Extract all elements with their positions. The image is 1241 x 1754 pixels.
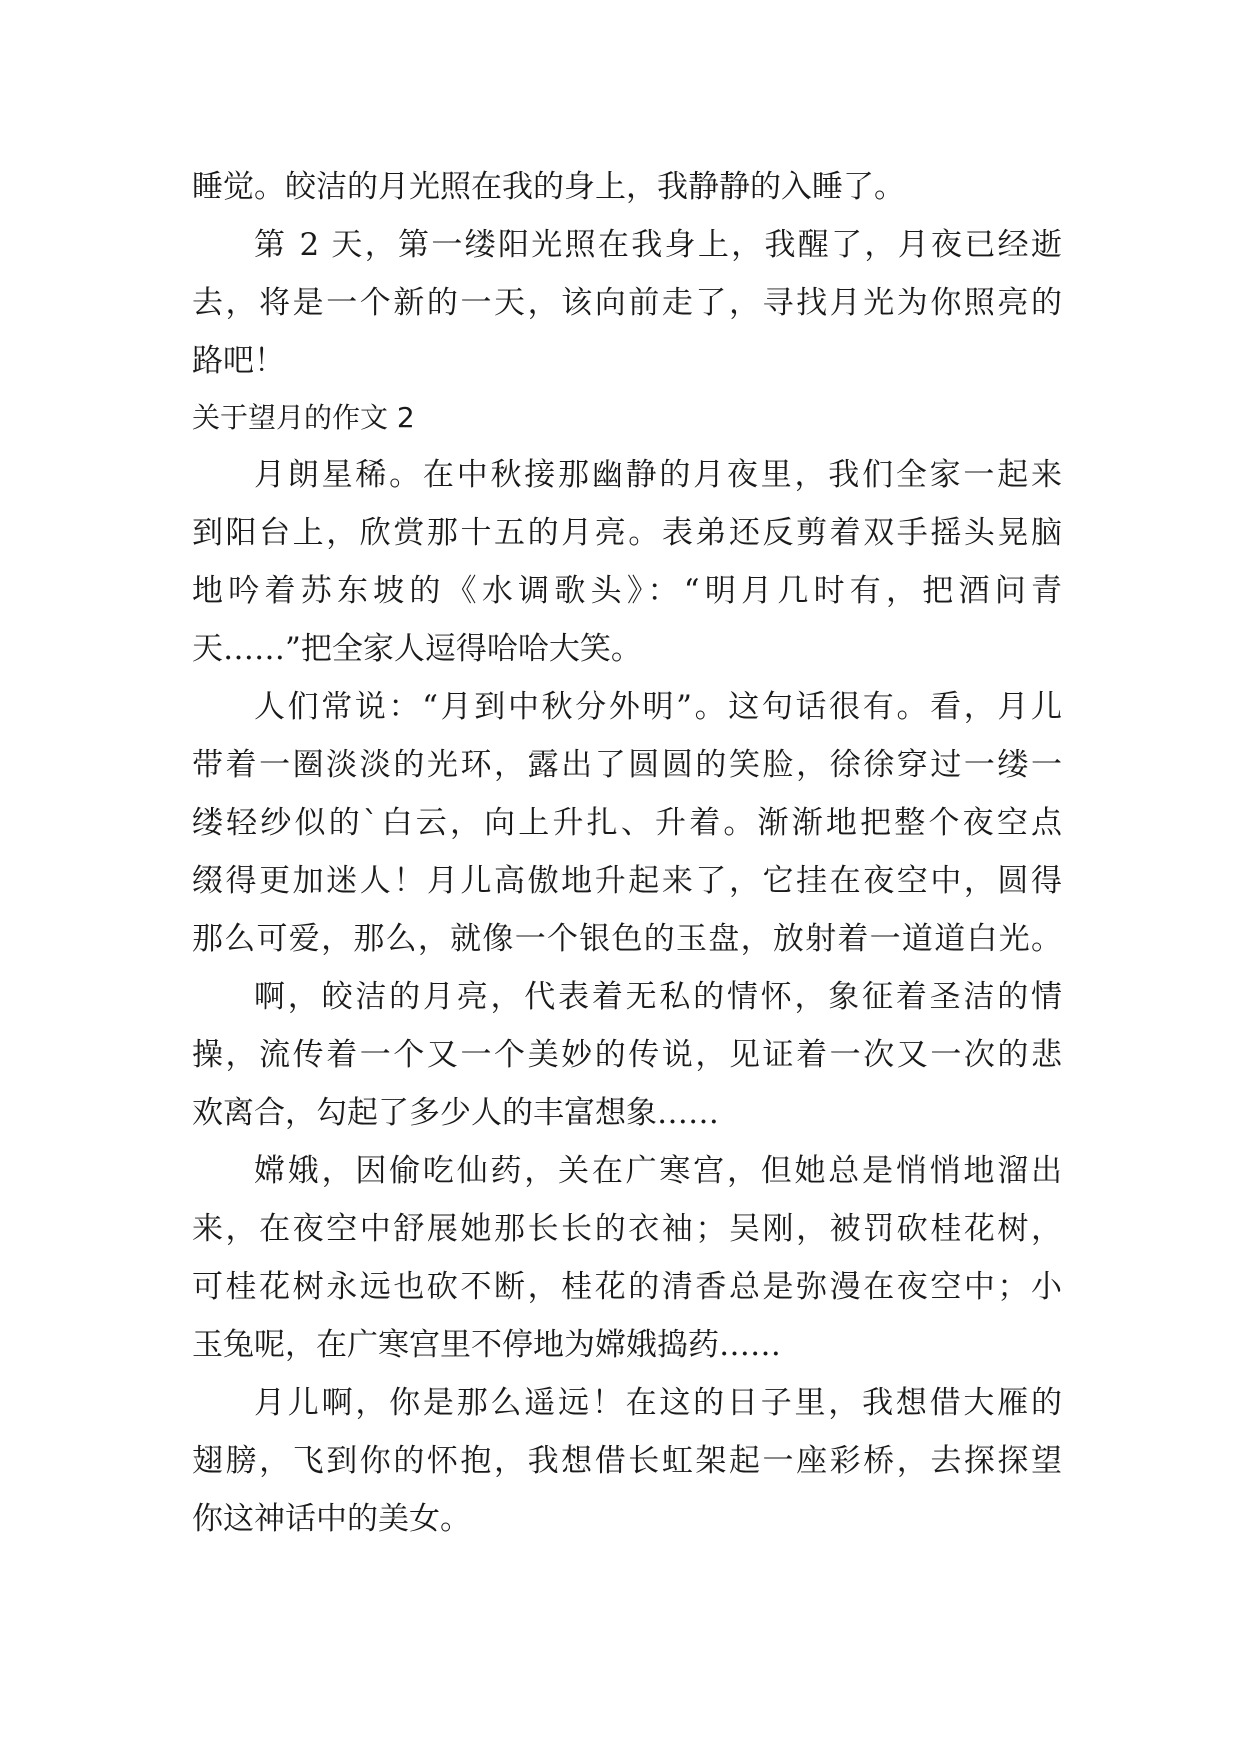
text-line: 路吧！ (192, 343, 285, 379)
paragraph-first-line: 啊，皎洁的月亮，代表着无私的情怀，象征着圣洁的情 (254, 979, 1062, 1015)
paragraph-first-line: 月儿啊，你是那么遥远！在这的日子里，我想借大雁的 (254, 1385, 1062, 1421)
text-line: 带着一圈淡淡的光环，露出了圆圆的笑脸，徐徐穿过一缕一 (192, 747, 1062, 783)
text-line: 到阳台上，欣赏那十五的月亮。表弟还反剪着双手摇头晃脑 (192, 515, 1062, 551)
text-line: 缕轻纱似的`白云，向上升扎、升着。渐渐地把整个夜空点 (192, 805, 1062, 841)
text-line: 去，将是一个新的一天，该向前走了，寻找月光为你照亮的 (192, 285, 1062, 321)
text-line: 地吟着苏东坡的《水调歌头》：“明月几时有，把酒问青 (192, 573, 1062, 609)
text-line: 翅膀，飞到你的怀抱，我想借长虹架起一座彩桥，去探探望 (192, 1443, 1062, 1479)
document-body (192, 158, 1062, 1548)
paragraph-first-line: 嫦娥，因偷吃仙药，关在广寒宫，但她总是悄悄地溜出 (254, 1153, 1062, 1189)
text-line: 你这神话中的美女。 (192, 1501, 471, 1537)
text-line: 可桂花树永远也砍不断，桂花的清香总是弥漫在夜空中；小 (192, 1269, 1062, 1305)
text-line: 操，流传着一个又一个美妙的传说，见证着一次又一次的悲 (192, 1037, 1062, 1073)
text-line: 缀得更加迷人！月儿高傲地升起来了，它挂在夜空中，圆得 (192, 863, 1062, 899)
text-line: 欢离合，勾起了多少人的丰富想象…… (192, 1095, 719, 1131)
text-line: 天……”把全家人逗得哈哈大笑。 (192, 631, 642, 667)
paragraph-first-line: 月朗星稀。在中秋接那幽静的月夜里，我们全家一起来 (254, 457, 1062, 493)
text-line: 睡觉。皎洁的月光照在我的身上，我静静的入睡了。 (192, 169, 905, 205)
text-line: 那么可爱，那么，就像一个银色的玉盘，放射着一道道白光。 (192, 921, 1062, 957)
text-line: 玉兔呢，在广寒宫里不停地为嫦娥捣药…… (192, 1327, 781, 1363)
paragraph-first-line: 人们常说：“月到中秋分外明”。这句话很有。看，月儿 (254, 689, 1062, 725)
text-line: 来，在夜空中舒展她那长长的衣袖；吴刚，被罚砍桂花树， (192, 1211, 1062, 1247)
section-title: 关于望月的作文 2 (192, 401, 415, 434)
paragraph-first-line: 第 2 天，第一缕阳光照在我身上，我醒了，月夜已经逝 (254, 227, 1062, 263)
